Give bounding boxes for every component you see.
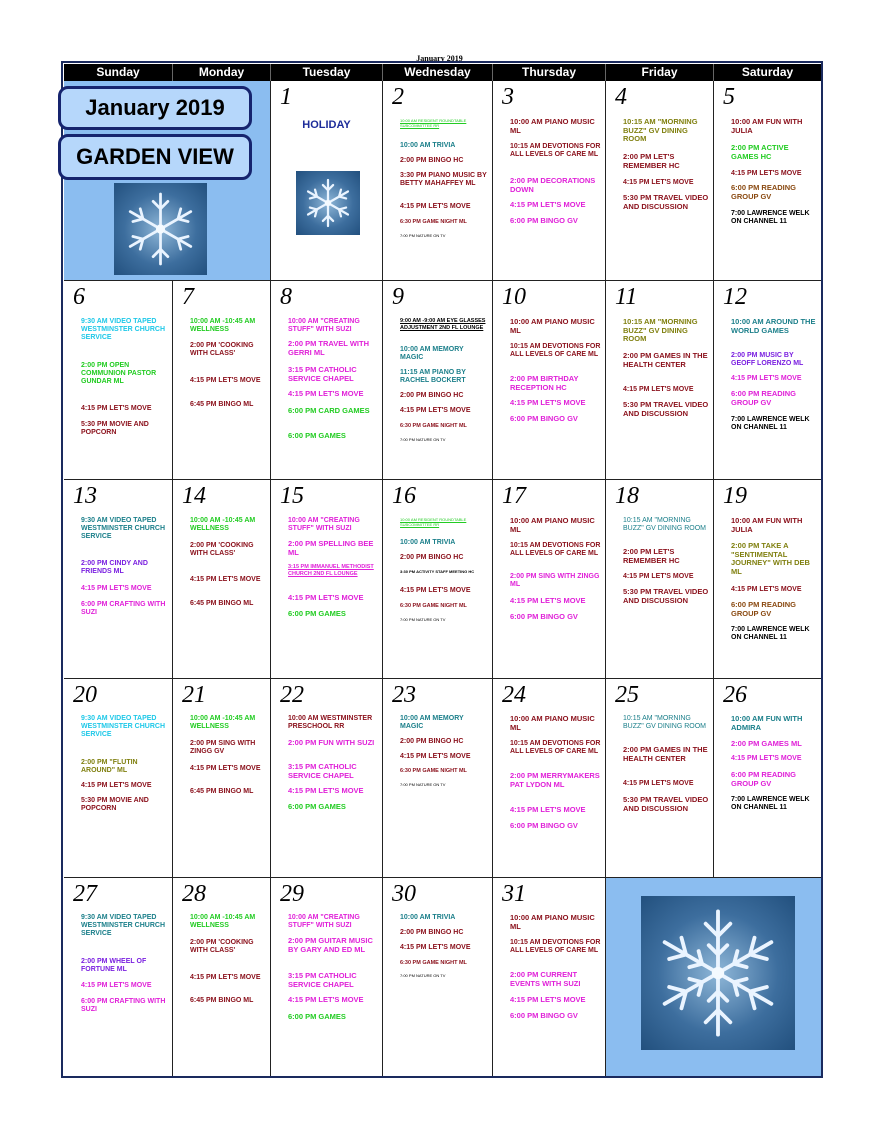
event: 2:00 PM GUITAR MUSIC BY GARY AND ED ML (288, 936, 373, 954)
event: 6:00 PM GAMES (288, 802, 346, 811)
event: 5:30 PM MOVIE AND POPCORN (81, 797, 149, 812)
event: 10:00 AM TRIVIA (400, 539, 456, 546)
event: 6:00 PM READING GROUP GV (731, 600, 797, 618)
event: 2:00 PM SING WITH ZINGG ML (510, 573, 600, 588)
day-number: 4 (615, 84, 627, 110)
event: 3:30 PM ACTIVITY STAFF MEETING HC (400, 569, 475, 574)
event: 2:00 PM SING WITH ZINGG GV (190, 740, 256, 755)
event: 4:15 PM LET'S MOVE (731, 586, 802, 593)
day-cell-7 (173, 281, 271, 480)
day-number: 26 (723, 682, 747, 708)
event: 2:00 PM CURRENT EVENTS WITH SUZI (510, 970, 581, 988)
event: 9:00 AM -9:00 AM EYE GLASSES ADJUSTMENT 2ND FL LOUNGE (400, 318, 486, 331)
event: 3:15 PM CATHOLIC SERVICE CHAPEL (288, 365, 357, 383)
event: 2:00 PM ACTIVE GAMES HC (731, 143, 789, 161)
event: 4:15 PM LET'S MOVE (288, 786, 364, 795)
page-top-title: January 2019 (416, 54, 463, 63)
event: 10:15 AM DEVOTIONS FOR ALL LEVELS OF CARE ML (510, 143, 601, 158)
event: 7:00 LAWRENCE WELK ON CHANNEL 11 (731, 626, 810, 641)
event: 10:00 AM -10:45 AM WELLNESS (190, 715, 256, 730)
event: 6:00 PM READING GROUP GV (731, 770, 797, 788)
event: 10:00 AM FUN WITH JULIA (731, 516, 803, 534)
event: 7:00 PM NATURE ON TV (400, 233, 446, 238)
event: 10:00 AM AROUND THE WORLD GAMES (731, 317, 816, 335)
event: 2:00 PM 'COOKING WITH CLASS' (190, 542, 254, 557)
event: 2:00 PM GAMES IN THE HEALTH CENTER (623, 745, 708, 763)
event: 4:15 PM LET'S MOVE (510, 995, 586, 1004)
event: 2:00 PM WHEEL OF FORTUNE ML (81, 958, 147, 973)
event: 4:15 PM LET'S MOVE (510, 805, 586, 814)
day-number: 20 (73, 682, 97, 708)
day-cell-1 (271, 81, 383, 281)
day-cell-9 (383, 281, 493, 480)
event: 2:00 PM TAKE A "SENTIMENTAL JOURNEY" WITH DEB ML (731, 541, 810, 576)
event: 3:30 PM PIANO MUSIC BY BETTY MAHAFFEY ML (400, 172, 487, 187)
event: 4:15 PM LET'S MOVE (731, 375, 802, 382)
day-number: 1 (280, 84, 292, 110)
weekday-sunday: Sunday (64, 64, 173, 81)
event: 10:00 AM "CREATING STUFF" WITH SUZI (288, 318, 360, 333)
event: 6:45 PM BINGO ML (190, 997, 254, 1004)
event: 2:00 PM BINGO HC (400, 929, 464, 936)
day-number: 30 (392, 881, 416, 907)
event: 6:00 PM BINGO GV (510, 216, 578, 225)
event: 6:30 PM GAME NIGHT ML (400, 423, 467, 429)
event: 6:00 PM READING GROUP GV (731, 183, 797, 201)
snowflake-image (114, 183, 207, 275)
event: 7:00 LAWRENCE WELK ON CHANNEL 11 (731, 796, 810, 811)
event: 2:00 PM GAMES IN THE HEALTH CENTER (623, 351, 708, 369)
event: 6:00 PM BINGO GV (510, 612, 578, 621)
day-cell-17 (493, 480, 606, 679)
event: 10:15 AM DEVOTIONS FOR ALL LEVELS OF CARE ML (510, 740, 601, 755)
event: 2:00 PM CINDY AND FRIENDS ML (81, 560, 148, 575)
snowflake-icon (296, 171, 360, 235)
event: 4:15 PM LET'S MOVE (731, 170, 802, 177)
day-cell-18 (606, 480, 714, 679)
event: 2:00 PM BINGO HC (400, 554, 464, 561)
event: 10:00 AM RESIDENT ROUNDTABLE SUBCOMMITTEE RR (400, 517, 467, 527)
event: 10:00 AM "CREATING STUFF" WITH SUZI (288, 517, 360, 532)
event: 10:00 AM PIANO MUSIC ML (510, 317, 595, 335)
event: 2:00 PM LET'S REMEMBER HC (623, 547, 680, 565)
day-cell-29 (271, 878, 383, 1076)
holiday-label: HOLIDAY (302, 119, 351, 131)
day-cell-22 (271, 679, 383, 878)
day-number: 31 (502, 881, 526, 907)
event: 4:15 PM LET'S MOVE (623, 780, 694, 787)
event: 3:15 PM CATHOLIC SERVICE CHAPEL (288, 971, 357, 989)
day-cell-4 (606, 81, 714, 281)
event: 4:15 PM LET'S MOVE (623, 179, 694, 186)
event: 6:00 PM GAMES (288, 1012, 346, 1021)
day-cell-14 (173, 480, 271, 679)
day-number: 25 (615, 682, 639, 708)
day-number: 16 (392, 483, 416, 509)
day-number: 10 (502, 284, 526, 310)
event: 4:15 PM LET'S MOVE (400, 203, 471, 210)
day-cell-23 (383, 679, 493, 878)
event: 4:15 PM LET'S MOVE (81, 405, 152, 412)
event: 3:15 PM CATHOLIC SERVICE CHAPEL (288, 762, 357, 780)
day-number: 29 (280, 881, 304, 907)
day-number: 14 (182, 483, 206, 509)
event: 5:30 PM MOVIE AND POPCORN (81, 421, 149, 436)
weekday-friday: Friday (606, 64, 714, 81)
event: 6:00 PM CARD GAMES (288, 406, 370, 415)
event: 6:00 PM BINGO GV (510, 821, 578, 830)
weekday-thursday: Thursday (493, 64, 606, 81)
event: 7:00 PM NATURE ON TV (400, 437, 446, 442)
event: 9:30 AM VIDEO TAPED WESTMINSTER CHURCH SERVICE (81, 715, 165, 738)
day-cell-empty (606, 878, 821, 1076)
weekday-saturday: Saturday (714, 64, 821, 81)
event: 6:00 PM CRAFTING WITH SUZI (81, 601, 166, 616)
event: 6:00 PM CRAFTING WITH SUZI (81, 998, 166, 1013)
event: 4:15 PM LET'S MOVE (288, 995, 364, 1004)
event: 6:30 PM GAME NIGHT ML (400, 768, 467, 774)
day-number: 12 (723, 284, 747, 310)
day-cell-10 (493, 281, 606, 480)
weekday-monday: Monday (173, 64, 271, 81)
day-cell-30 (383, 878, 493, 1076)
event: 4:15 PM LET'S MOVE (510, 398, 586, 407)
event: 2:00 PM OPEN COMMUNION PASTOR GUNDAR ML (81, 362, 157, 385)
event: 4:15 PM LET'S MOVE (623, 386, 694, 393)
day-cell-3 (493, 81, 606, 281)
event: 4:15 PM LET'S MOVE (510, 596, 586, 605)
event: 10:15 AM "MORNING BUZZ" GV DINING ROOM (623, 117, 698, 143)
event: 11:15 AM PIANO BY RACHEL BOCKERT (400, 369, 466, 384)
event: 4:15 PM LET'S MOVE (190, 974, 261, 981)
day-number: 23 (392, 682, 416, 708)
day-number: 17 (502, 483, 526, 509)
day-cell-13 (64, 480, 173, 679)
day-number: 24 (502, 682, 526, 708)
event: 6:30 PM GAME NIGHT ML (400, 603, 467, 609)
event: 4:15 PM LET'S MOVE (288, 389, 364, 398)
community-badge: GARDEN VIEW (58, 134, 252, 180)
event: 10:15 AM "MORNING BUZZ" GV DINING ROOM (623, 517, 706, 532)
event: 7:00 PM NATURE ON TV (400, 617, 446, 622)
day-number: 13 (73, 483, 97, 509)
snowflake-icon (641, 896, 795, 1050)
event: 2:00 PM GAMES ML (731, 739, 802, 748)
event: 10:00 AM WESTMINSTER PRESCHOOL RR (288, 715, 373, 730)
event: 6:30 PM GAME NIGHT ML (400, 219, 467, 225)
event: 2:00 PM FUN WITH SUZI (288, 738, 375, 747)
event: 10:00 AM MEMORY MAGIC (400, 715, 464, 730)
day-number: 11 (615, 284, 638, 310)
event: 10:15 AM DEVOTIONS FOR ALL LEVELS OF CARE ML (510, 343, 601, 358)
event: 2:00 PM BINGO HC (400, 392, 464, 399)
event: 10:15 AM DEVOTIONS FOR ALL LEVELS OF CARE ML (510, 939, 601, 954)
day-number: 9 (392, 284, 404, 310)
day-number: 7 (182, 284, 194, 310)
event: 10:15 AM "MORNING BUZZ" GV DINING ROOM (623, 317, 698, 343)
event: 10:00 AM -10:45 AM WELLNESS (190, 517, 256, 532)
snowflake-image (641, 896, 795, 1050)
event: 10:00 AM TRIVIA (400, 914, 456, 921)
event: 10:00 AM PIANO MUSIC ML (510, 117, 595, 135)
event: 7:00 PM NATURE ON TV (400, 782, 446, 787)
day-cell-19 (714, 480, 821, 679)
event: 2:00 PM 'COOKING WITH CLASS' (190, 342, 254, 357)
event: 5:30 PM TRAVEL VIDEO AND DISCUSSION (623, 795, 709, 813)
event: 9:30 AM VIDEO TAPED WESTMINSTER CHURCH SERVICE (81, 517, 165, 540)
event: 6:45 PM BINGO ML (190, 788, 254, 795)
day-cell-2 (383, 81, 493, 281)
day-number: 18 (615, 483, 639, 509)
day-number: 2 (392, 84, 404, 110)
event: 2:00 PM MERRYMAKERS PAT LYDON ML (510, 771, 600, 789)
event: 7:00 LAWRENCE WELK ON CHANNEL 11 (731, 416, 810, 431)
day-number: 8 (280, 284, 292, 310)
event: 6:00 PM GAMES (288, 431, 346, 440)
event: 2:00 PM "FLUTIN AROUND" ML (81, 759, 138, 774)
event: 10:15 AM "MORNING BUZZ" GV DINING ROOM (623, 715, 706, 730)
event: 2:00 PM 'COOKING WITH CLASS' (190, 939, 254, 954)
event: 2:00 PM BINGO HC (400, 738, 464, 745)
event: 4:15 PM LET'S MOVE (81, 982, 152, 989)
day-cell-16 (383, 480, 493, 679)
day-number: 21 (182, 682, 206, 708)
event: 2:00 PM BINGO HC (400, 157, 464, 164)
weekday-wednesday: Wednesday (383, 64, 493, 81)
event: 5:30 PM TRAVEL VIDEO AND DISCUSSION (623, 587, 709, 605)
day-cell-12 (714, 281, 821, 480)
day-cell-25 (606, 679, 714, 878)
event: 4:15 PM LET'S MOVE (400, 753, 471, 760)
event: 5:30 PM TRAVEL VIDEO AND DISCUSSION (623, 400, 709, 418)
event: 6:00 PM BINGO GV (510, 414, 578, 423)
event: 7:00 PM NATURE ON TV (400, 973, 446, 978)
event: 4:15 PM LET'S MOVE (510, 200, 586, 209)
event: 10:00 AM FUN WITH JULIA (731, 117, 803, 135)
event: 10:15 AM DEVOTIONS FOR ALL LEVELS OF CARE ML (510, 542, 601, 557)
day-cell-28 (173, 878, 271, 1076)
event: 4:15 PM LET'S MOVE (400, 407, 471, 414)
event: 6:45 PM BINGO ML (190, 600, 254, 607)
day-cell-6 (64, 281, 173, 480)
event: 6:00 PM BINGO GV (510, 1011, 578, 1020)
event: 6:30 PM GAME NIGHT ML (400, 960, 467, 966)
event: 4:15 PM LET'S MOVE (288, 593, 364, 602)
day-cell-26 (714, 679, 821, 878)
month-badge: January 2019 (58, 86, 252, 130)
event: 7:00 LAWRENCE WELK ON CHANNEL 11 (731, 210, 810, 225)
event: 4:15 PM LET'S MOVE (190, 576, 261, 583)
day-number: 6 (73, 284, 85, 310)
day-cell-8 (271, 281, 383, 480)
event: 10:00 AM PIANO MUSIC ML (510, 516, 595, 534)
event: 6:45 PM BINGO ML (190, 401, 254, 408)
event: 4:15 PM LET'S MOVE (400, 944, 471, 951)
event: 10:00 AM TRIVIA (400, 142, 456, 149)
event: 5:30 PM TRAVEL VIDEO AND DISCUSSION (623, 193, 709, 211)
event: 10:00 AM FUN WITH ADMIRA (731, 714, 803, 732)
event: 2:00 PM TRAVEL WITH GERRI ML (288, 339, 369, 357)
event: 4:15 PM LET'S MOVE (731, 755, 802, 762)
event: 2:00 PM DECORATIONS DOWN (510, 176, 596, 194)
day-cell-20 (64, 679, 173, 878)
day-number: 5 (723, 84, 735, 110)
day-number: 22 (280, 682, 304, 708)
day-cell-31 (493, 878, 606, 1076)
event: 4:15 PM LET'S MOVE (190, 765, 261, 772)
event: 10:00 AM MEMORY MAGIC (400, 346, 464, 361)
event: 10:00 AM -10:45 AM WELLNESS (190, 318, 256, 333)
event: 4:15 PM LET'S MOVE (190, 377, 261, 384)
event: 10:00 AM RESIDENT ROUNDTABLE SUBCOMMITTEE RR (400, 118, 467, 128)
day-cell-15 (271, 480, 383, 679)
day-number: 27 (73, 881, 97, 907)
day-cell-27 (64, 878, 173, 1076)
event: 4:15 PM LET'S MOVE (400, 587, 471, 594)
snowflake-image (296, 171, 360, 235)
event: 4:15 PM LET'S MOVE (81, 585, 152, 592)
snowflake-icon (114, 183, 207, 275)
event: 10:00 AM PIANO MUSIC ML (510, 913, 595, 931)
event: 9:30 AM VIDEO TAPED WESTMINSTER CHURCH SERVICE (81, 914, 165, 937)
event: 2:00 PM BIRTHDAY RECEPTION HC (510, 374, 579, 392)
event: 6:00 PM READING GROUP GV (731, 389, 797, 407)
day-cell-24 (493, 679, 606, 878)
weekday-tuesday: Tuesday (271, 64, 383, 81)
day-number: 3 (502, 84, 514, 110)
event: 10:00 AM PIANO MUSIC ML (510, 714, 595, 732)
event: 4:15 PM LET'S MOVE (623, 573, 694, 580)
day-cell-5 (714, 81, 821, 281)
event: 9:30 AM VIDEO TAPED WESTMINSTER CHURCH SERVICE (81, 318, 165, 341)
event: 3:15 PM IMMANUEL METHODIST CHURCH 2ND FL LOUNGE (288, 564, 374, 577)
event: 2:00 PM LET'S REMEMBER HC (623, 152, 680, 170)
event: 10:00 AM "CREATING STUFF" WITH SUZI (288, 914, 360, 929)
day-number: 19 (723, 483, 747, 509)
event: 2:00 PM MUSIC BY GEOFF LORENZO ML (731, 352, 804, 367)
day-number: 28 (182, 881, 206, 907)
event: 2:00 PM SPELLING BEE ML (288, 539, 374, 557)
day-cell-21 (173, 679, 271, 878)
event: 10:00 AM -10:45 AM WELLNESS (190, 914, 256, 929)
event: 4:15 PM LET'S MOVE (81, 782, 152, 789)
event: 6:00 PM GAMES (288, 609, 346, 618)
day-cell-11 (606, 281, 714, 480)
day-number: 15 (280, 483, 304, 509)
